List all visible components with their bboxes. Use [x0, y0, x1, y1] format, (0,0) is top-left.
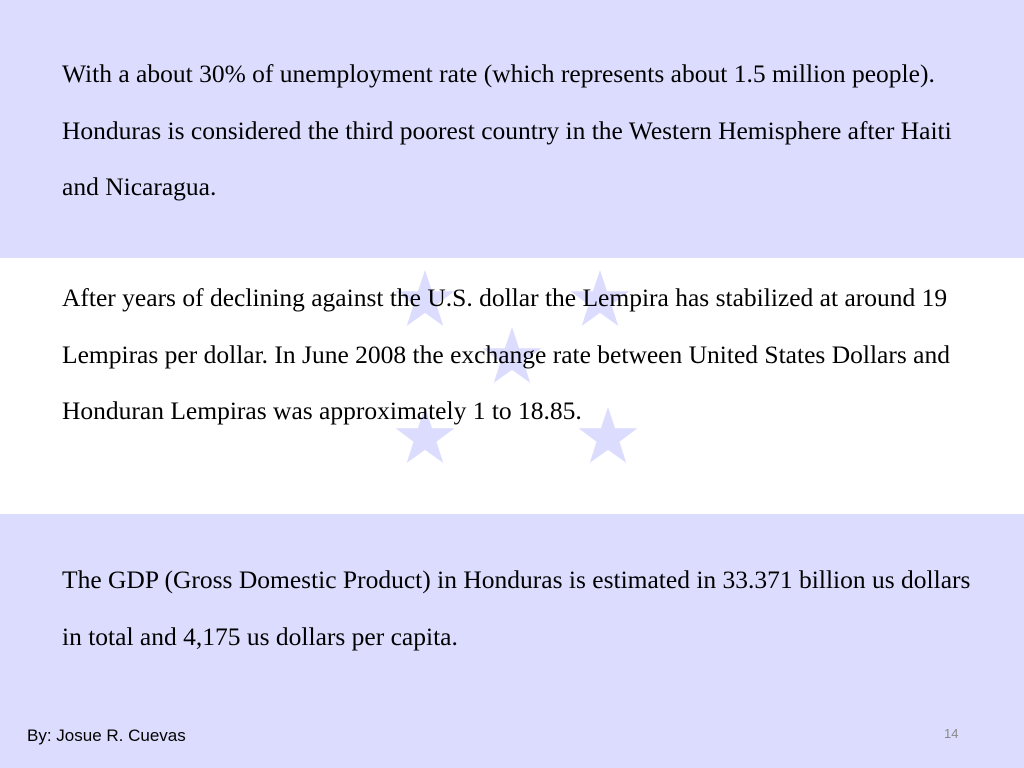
slide-number: 14: [944, 726, 959, 741]
footer-author: By: Josue R. Cuevas: [27, 726, 186, 745]
paragraph-exchange-rate: After years of declining against the U.S. dollar the Lempira has stabilized at around 19 Lempiras per dollar. In June 2008 the exchange rate between United States Dollars and Honduran Lempiras was approximately 1 to 18.85.: [62, 283, 950, 425]
paragraph-gdp: The GDP (Gross Domestic Product) in Honduras is estimated in 33.371 billion us dollars in total and 4,175 us dollars per capita.: [62, 565, 971, 651]
paragraph-unemployment: With a about 30% of unemployment rate (which represents about 1.5 million people). Honduras is considered the third poorest country in the Western Hemisphere after Haiti and Nicaragua.: [62, 59, 952, 201]
